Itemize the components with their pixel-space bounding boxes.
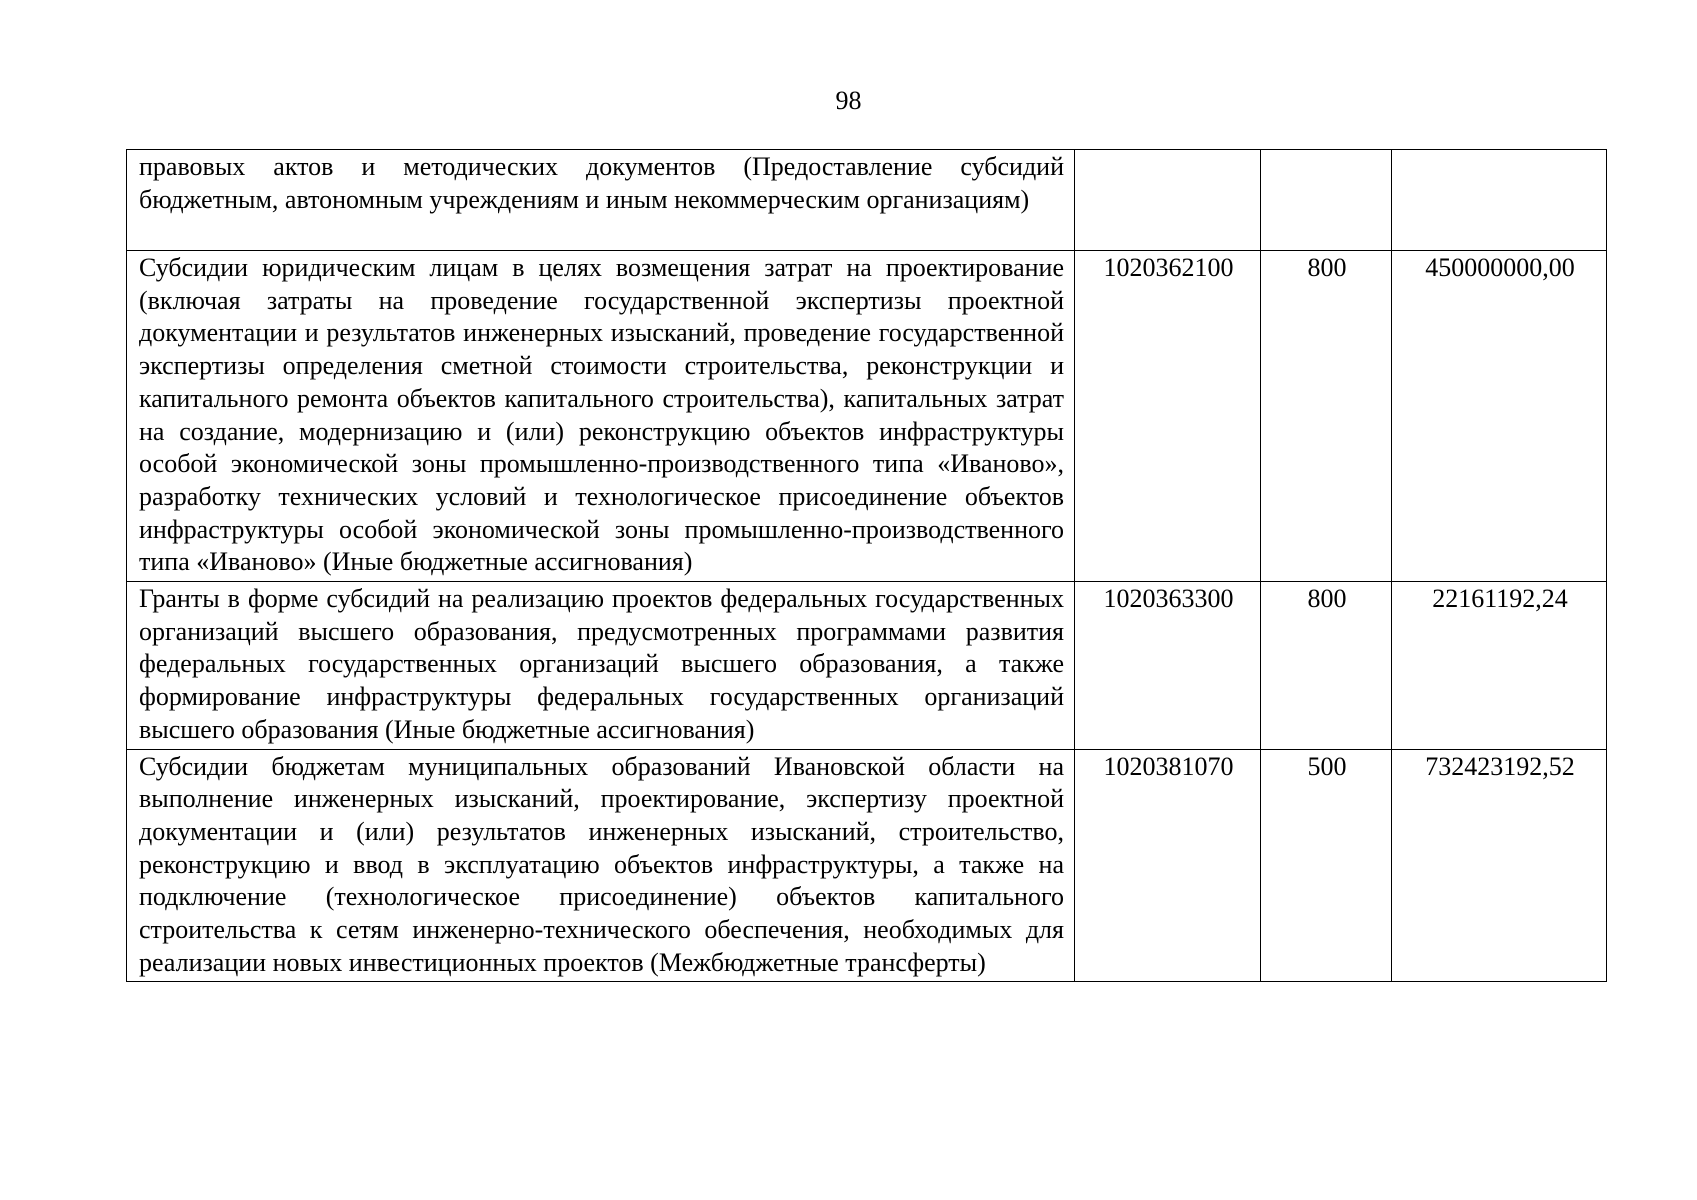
- table-row: [127, 749, 1607, 982]
- table-row: [127, 150, 1607, 251]
- table-row: [127, 251, 1607, 582]
- row-code: 1020381070: [1075, 749, 1261, 982]
- row-type: 800: [1261, 582, 1392, 750]
- table-row: [127, 582, 1607, 750]
- row-type: 500: [1261, 749, 1392, 982]
- row-amount: 450000000,00: [1392, 251, 1607, 582]
- row-description: Гранты в форме субсидий на реализацию проектов федеральных государственных организаций высшего образования, предусмотренных программами развития федеральных государственных организаций высшего образования, а также формирование инфраструктуры федеральных государственных организаций высшего образования (Иные бюджетные ассигнования): [127, 582, 1075, 750]
- row-code: 1020362100: [1075, 251, 1261, 582]
- row-amount: 22161192,24: [1392, 582, 1607, 750]
- row-description: Субсидии бюджетам муниципальных образований Ивановской области на выполнение инженерных изысканий, проектирование, экспертизу проектной документации и (или) результатов инженерных изысканий, строительство, реконструкцию и ввод в эксплуатацию объектов инфраструктуры, а также на подключение (технологическое присоединение) объектов капитального строительства к сетям инженерно-технического обеспечения, необходимых для реализации новых инвестиционных проектов (Межбюджетные трансферты): [127, 749, 1075, 982]
- row-code: 1020363300: [1075, 582, 1261, 750]
- row-code: [1075, 150, 1261, 251]
- row-description: правовых актов и методических документов (Предоставление субсидий бюджетным, автономным учреждениям и иным некоммерческим организациям): [127, 150, 1075, 251]
- row-amount: 732423192,52: [1392, 749, 1607, 982]
- row-amount: [1392, 150, 1607, 251]
- row-description: Субсидии юридическим лицам в целях возмещения затрат на проектирование (включая затраты на проведение государственной экспертизы проектной документации и результатов инженерных изысканий, проведение государственной экспертизы определения сметной стоимости строительства, реконструкции и капитального ремонта объектов капитального строительства), капитальных затрат на создание, модернизацию и (или) реконструкцию объектов инфраструктуры особой экономической зоны промышленно-производственного типа «Иваново», разработку технических условий и технологическое присоединение объектов инфраструктуры особой экономической зоны промышленно-производственного типа «Иваново» (Иные бюджетные ассигнования): [127, 251, 1075, 582]
- page-number: 98: [835, 86, 862, 115]
- row-type: [1261, 150, 1392, 251]
- row-type: 800: [1261, 251, 1392, 582]
- budget-table: [126, 149, 1607, 982]
